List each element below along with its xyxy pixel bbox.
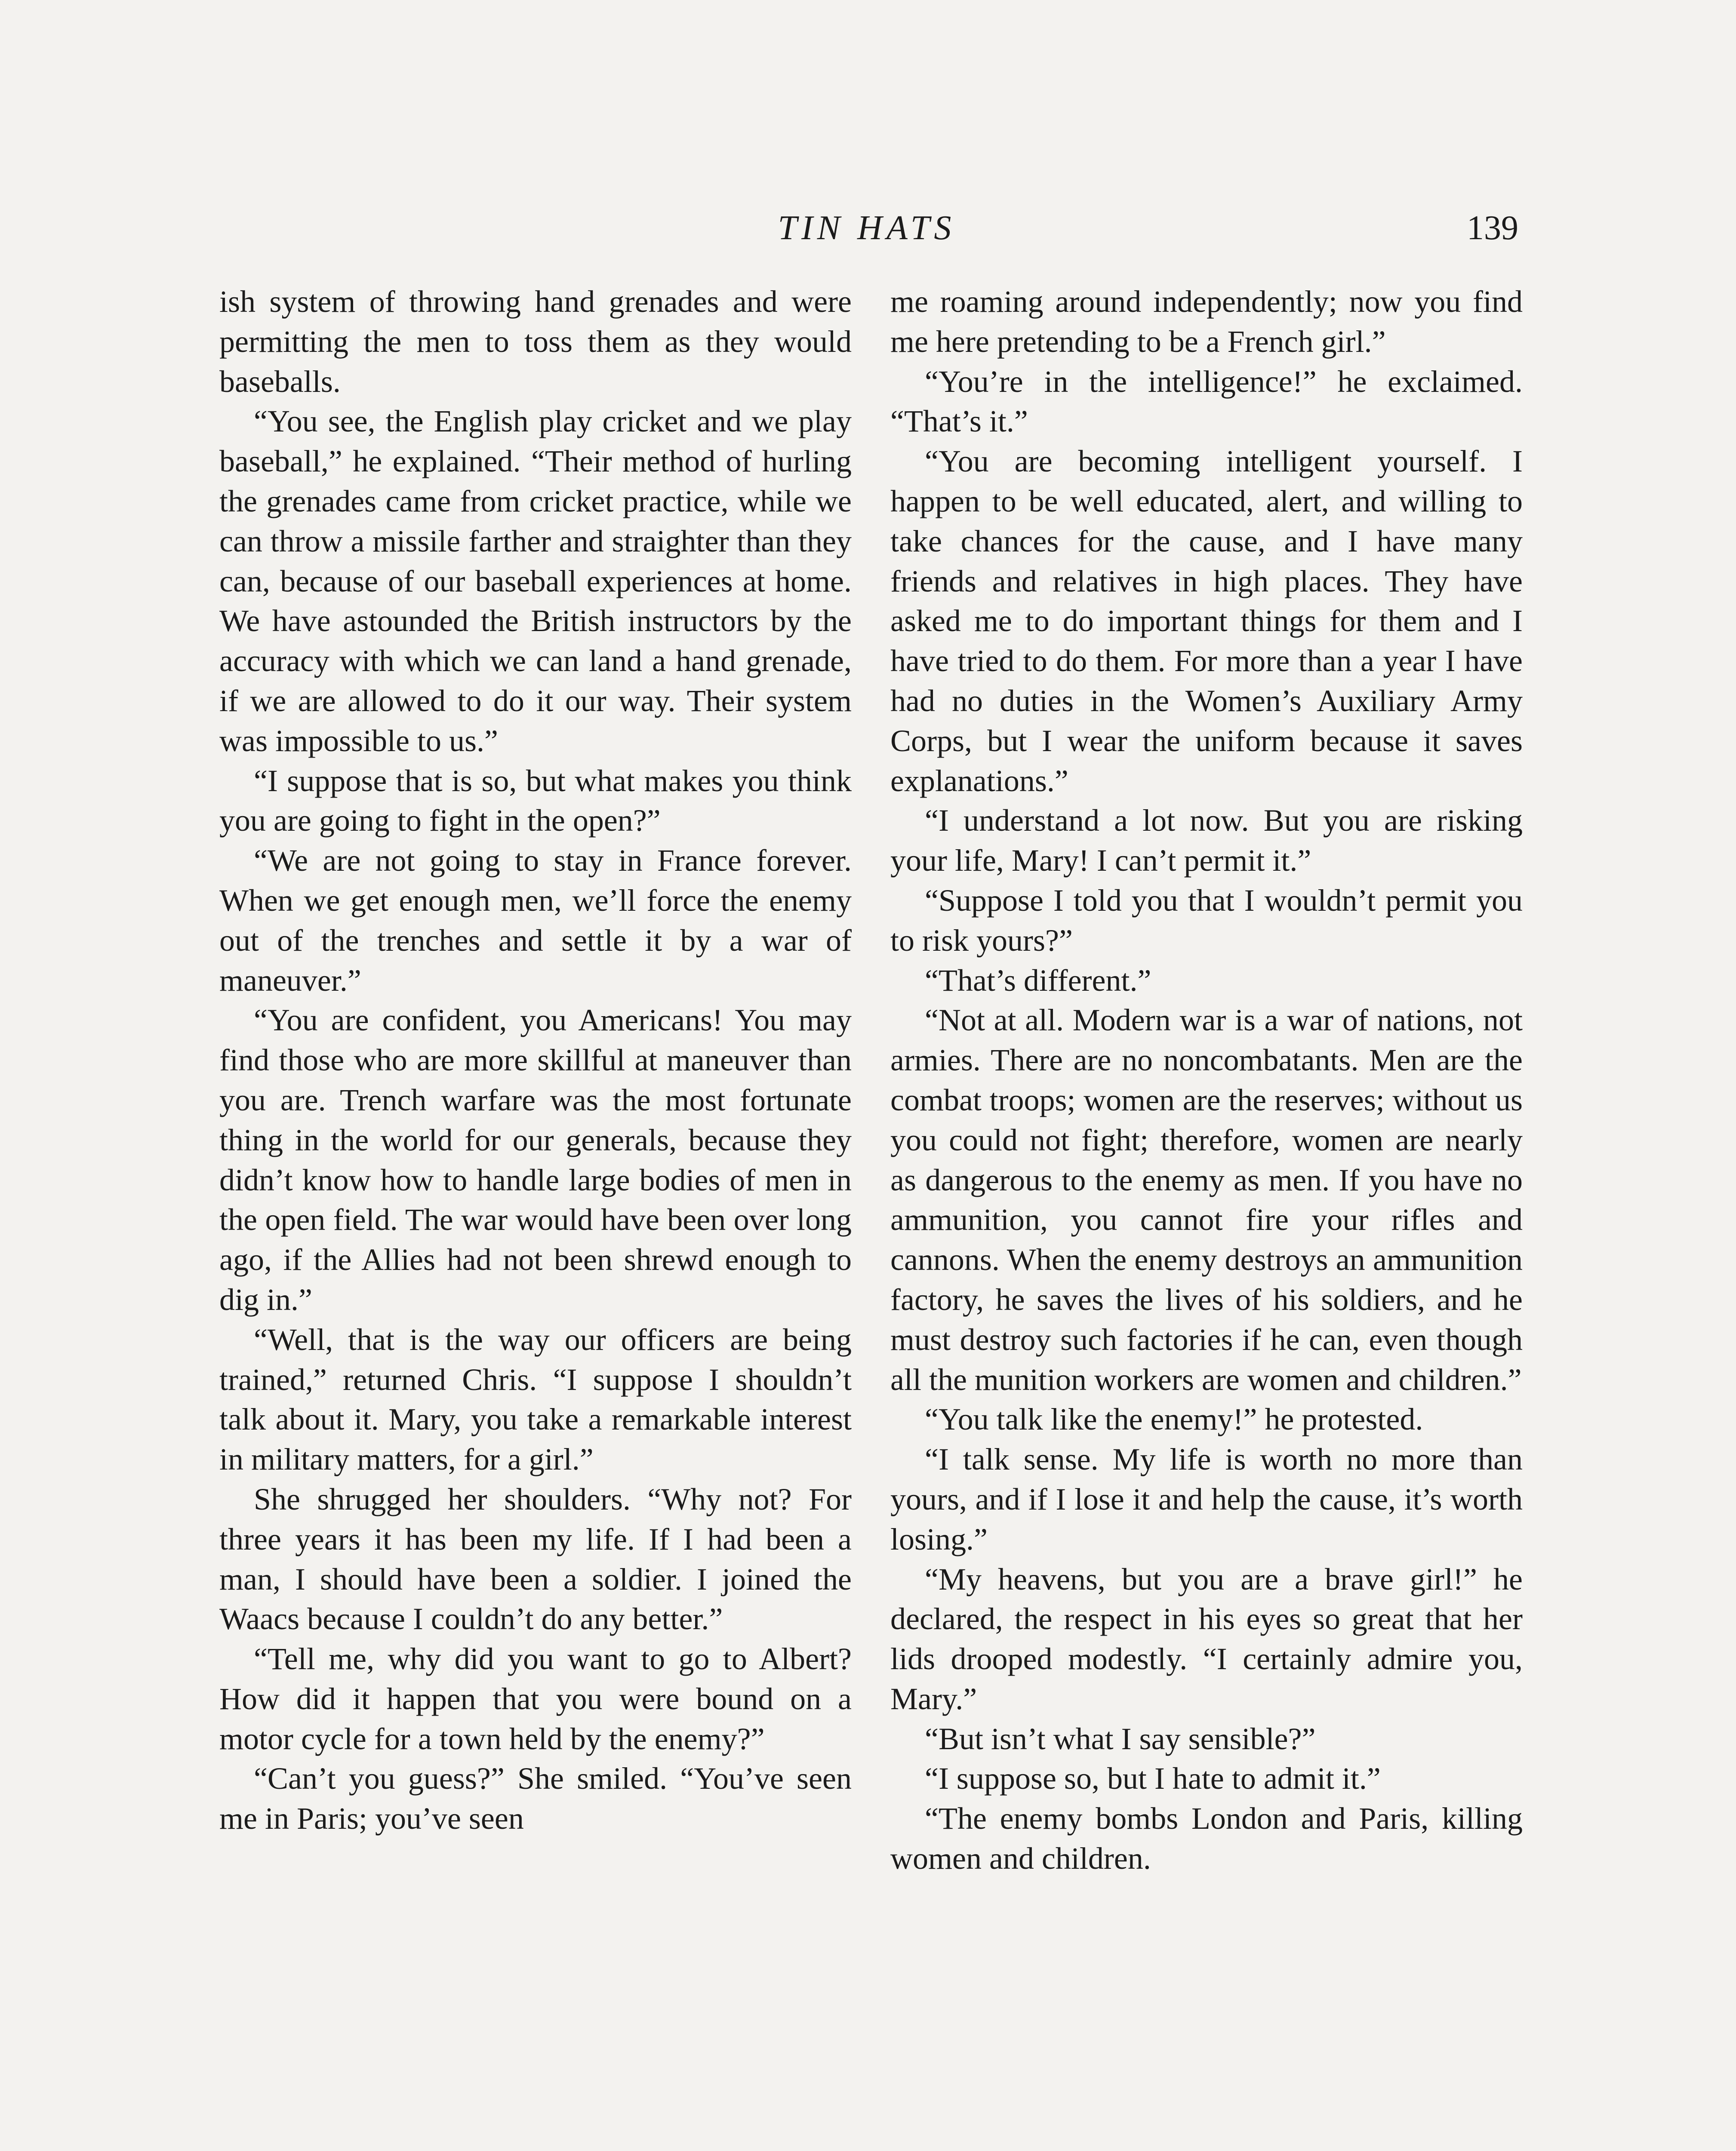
paragraph: “You talk like the enemy!” he protested. (925, 1402, 1423, 1437)
paragraph: “That’s different.” (925, 963, 1151, 998)
paragraph: “Can’t you guess?” She smiled. “You’ve seen me in Paris; you’ve seen (219, 1761, 852, 1836)
running-title: TIN HATS (778, 209, 956, 247)
paragraph: “Not at all. Modern war is a war of nations, not armies. There are no noncombatants. Men are the combat troops; women are the reserves; without us you could not fight; therefore, women are nearly as dangerous to the enemy as men. If you have no ammunition, you cannot fire your rifles and cannons. When the enemy destroys an ammunition factory, he saves the lives of his soldiers, and he must destroy such factories if he can, even though all the munition workers are women and children.” (890, 1003, 1523, 1397)
page-number: 139 (1467, 209, 1518, 247)
left-text-column (219, 282, 852, 1839)
paragraph: “My heavens, but you are a brave girl!” he declared, the respect in his eyes so great that her lids drooped modestly. “I certainly admire you, Mary.” (890, 1562, 1523, 1716)
paragraph: “You are becoming intelligent yourself. I happen to be well educated, alert, and willing to take chances for the cause, and I have many friends and relatives in high places. They have asked me to do important things for them and I have tried to do them. For more than a year I have had no duties in the Women’s Auxiliary Army Corps, but I wear the uniform because it saves explanations.” (890, 444, 1523, 798)
paragraph: She shrugged her shoulders. “Why not? For three years it has been my life. If I had been a man, I should have been a soldier. I joined the Waacs because I couldn’t do any better.” (219, 1482, 852, 1636)
paragraph: me roaming around independently; now you find me here pretending to be a French girl.” (890, 284, 1523, 359)
paragraph: “The enemy bombs London and Paris, killing women and children. (890, 1801, 1523, 1876)
paragraph: “You’re in the intelligence!” he exclaimed. “That’s it.” (890, 364, 1523, 439)
paragraph: “But isn’t what I say sensible?” (925, 1721, 1316, 1756)
paragraph: “I talk sense. My life is worth no more than yours, and if I lose it and help the cause, it’s worth losing.” (890, 1442, 1523, 1556)
right-text-column (890, 282, 1523, 1879)
paragraph: “I understand a lot now. But you are risking your life, Mary! I can’t permit it.” (890, 803, 1523, 878)
paragraph: “Well, that is the way our officers are being trained,” returned Chris. “I suppose I shouldn’t talk about it. Mary, you take a remarkable interest in military matters, for a girl.” (219, 1322, 852, 1477)
paragraph: “I suppose that is so, but what makes you think you are going to fight in the open?” (219, 763, 852, 838)
paragraph: “Suppose I told you that I wouldn’t permit you to risk yours?” (890, 883, 1523, 958)
paragraph: ish system of throwing hand grenades and were permitting the men to toss them as they would baseballs. (219, 284, 852, 399)
page-header (215, 202, 1518, 254)
paragraph: “You see, the English play cricket and we play baseball,” he explained. “Their method of hurling the grenades came from cricket practice, while we can throw a missile farther and straighter than they can, because of our baseball experiences at home. We have astounded the British instructors by the accuracy with which we can land a hand grenade, if we are allowed to do it our way. Their system was impossible to us.” (219, 404, 852, 758)
paragraph: “I suppose so, but I hate to admit it.” (925, 1761, 1381, 1796)
paragraph: “You are confident, you Americans! You may find those who are more skillful at maneuver than you are. Trench warfare was the most fortunate thing in the world for our generals, because they didn’t know how to handle large bodies of men in the open field. The war would have been over long ago, if the Allies had not been shrewd enough to dig in.” (219, 1003, 852, 1317)
paragraph: “Tell me, why did you want to go to Albert? How did it happen that you were bound on a motor cycle for a town held by the enemy?” (219, 1642, 852, 1756)
paragraph: “We are not going to stay in France forever. When we get enough men, we’ll force the enemy out of the trenches and settle it by a war of maneuver.” (219, 843, 852, 998)
